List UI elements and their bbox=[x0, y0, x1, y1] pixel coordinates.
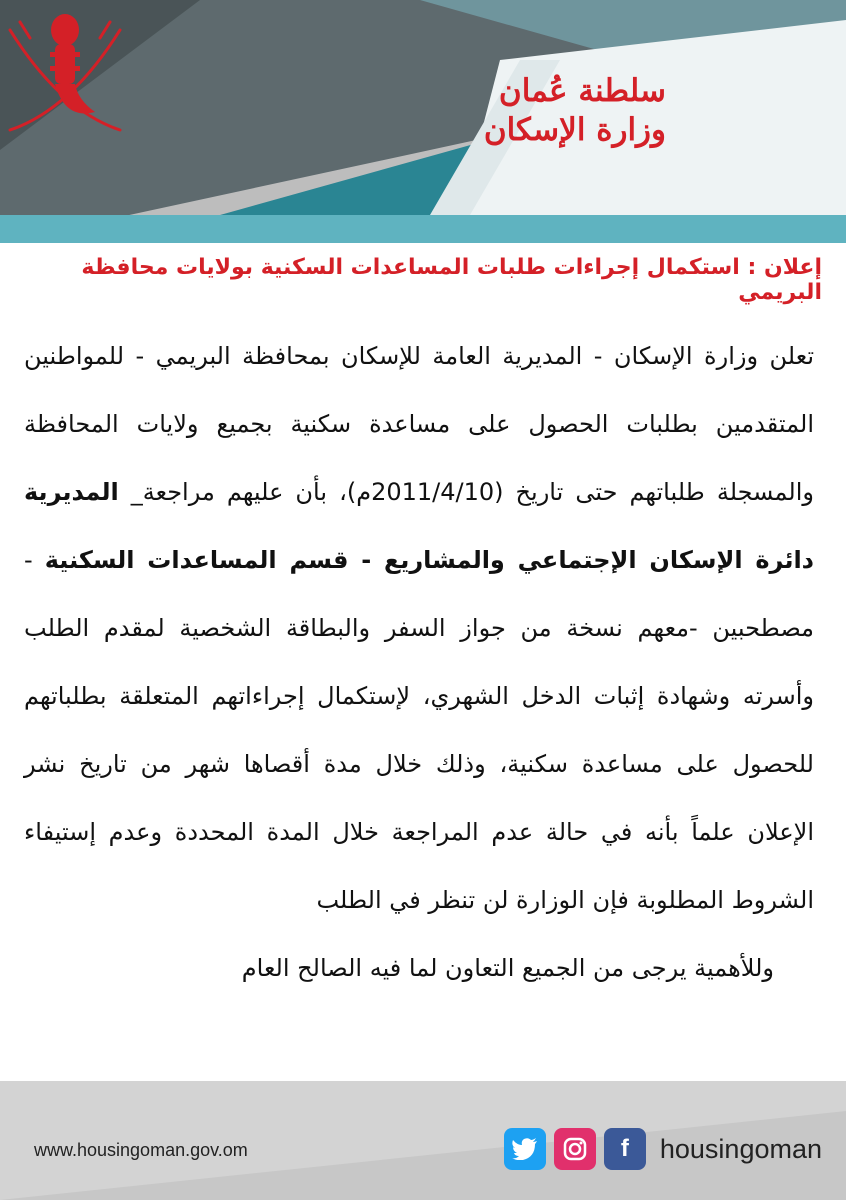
twitter-icon[interactable] bbox=[504, 1128, 546, 1170]
sultanate-name: سلطنة عُمان bbox=[498, 73, 666, 109]
ministry-name bbox=[406, 72, 666, 150]
facebook-icon[interactable]: f bbox=[604, 1128, 646, 1170]
announcement-title: إعلان : استكمال إجراءات طلبات المساعدات السكنية بولايات محافظة البريمي bbox=[81, 255, 822, 305]
social-links bbox=[504, 1128, 822, 1170]
department-name: المديرية دائرة الإسكان الإجتماعي والمشاريع - قسم المساعدات السكنية bbox=[24, 478, 814, 574]
announcement-paragraph bbox=[24, 322, 814, 934]
ministry-of-housing-name: وزارة الإسكان bbox=[483, 111, 666, 148]
header-banner bbox=[0, 0, 846, 243]
announcement-body bbox=[24, 322, 814, 1002]
oman-emblem-icon bbox=[0, 0, 130, 140]
paragraph-text-end: - مصطحبين -معهم نسخة من جواز السفر والبطاقة الشخصية لمقدم الطلب وأسرته وشهادة إثبات الدخل الشهري، لإستكمال إجراءاتهم المتعلقة بطلباتهم للحصول على مساعدة سكنية، وذلك خلال مدة أقصاها شهر من تاريخ نشر الإعلان علماً بأنه في حالة عدم المراجعة خلال المدة المحددة وعدم إستيفاء الشروط المطلوبة فإن الوزارة لن تنظر في الطلب bbox=[24, 546, 814, 914]
website-link[interactable]: www.housingoman.gov.om bbox=[34, 1140, 248, 1160]
closing-line: وللأهمية يرجى من الجميع التعاون لما فيه الصالح العام bbox=[241, 954, 774, 982]
paragraph-text-start: تعلن وزارة الإسكان - المديرية العامة للإسكان بمحافظة البريمي - للمواطنين المتقدمين بطلبات الحصول على مساعدة سكنية بجميع ولايات المحافظة والمسجلة طلباتهم حتى تاريخ (2011/4/10م)، بأن عليهم مراجعة_ bbox=[24, 342, 814, 506]
social-handle[interactable]: housingoman bbox=[659, 1133, 822, 1164]
instagram-icon[interactable] bbox=[554, 1128, 596, 1170]
